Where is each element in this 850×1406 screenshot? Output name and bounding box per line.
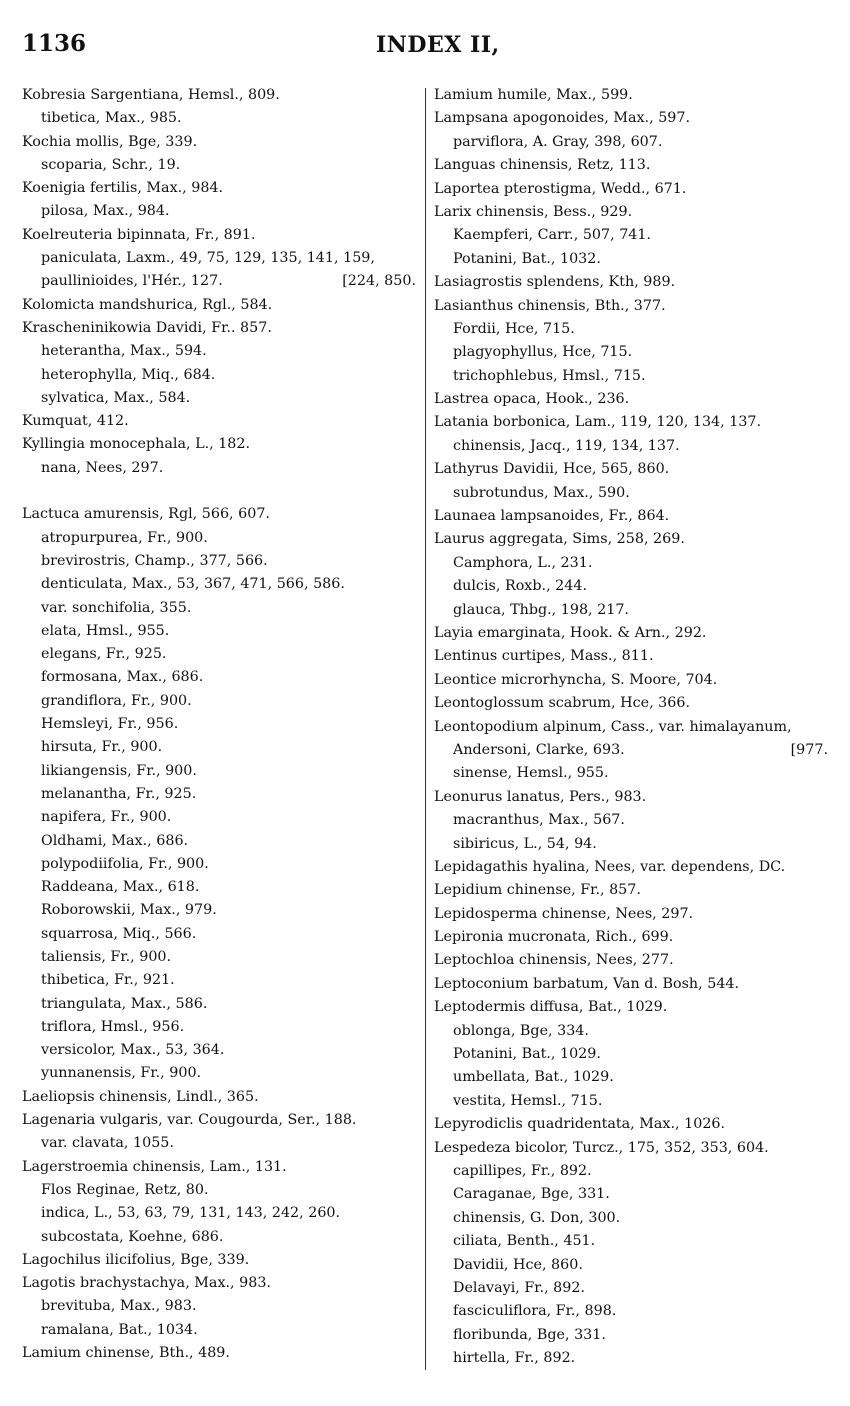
entry-text: Lactuca amurensis, Rgl, 566, 607. bbox=[22, 506, 270, 523]
entry-text: subrotundus, Max., 590. bbox=[453, 484, 630, 501]
entry-text: Kolomicta mandshurica, Rgl., 584. bbox=[22, 296, 273, 313]
entry-text: taliensis, Fr., 900. bbox=[41, 948, 172, 965]
entry-text: Lagenaria vulgaris, var. Cougourda, Ser., 188. bbox=[22, 1112, 357, 1129]
index-subentry bbox=[22, 853, 422, 876]
index-entry bbox=[22, 84, 422, 107]
index-entry bbox=[434, 505, 834, 528]
entry-text: Lepidium chinense, Fr., 857. bbox=[434, 882, 641, 899]
index-subentry bbox=[434, 1160, 834, 1183]
index-entry bbox=[22, 294, 422, 317]
index-entry bbox=[22, 1086, 422, 1109]
entry-text: sibiricus, L., 54, 94. bbox=[453, 835, 597, 852]
entry-text: napifera, Fr., 900. bbox=[41, 809, 172, 826]
entry-text: Lasiagrostis splendens, Kth, 989. bbox=[434, 274, 676, 291]
entry-text: Kaempferi, Carr., 507, 741. bbox=[453, 227, 652, 244]
entry-text: floribunda, Bge, 331. bbox=[453, 1326, 606, 1343]
index-subentry bbox=[434, 762, 834, 785]
entry-text: Leptochloa chinensis, Nees, 277. bbox=[434, 952, 674, 969]
entry-text: Raddeana, Max., 618. bbox=[41, 879, 200, 896]
index-subentry bbox=[434, 365, 834, 388]
index-entry bbox=[22, 503, 422, 526]
entry-text: vestita, Hemsl., 715. bbox=[453, 1092, 603, 1109]
entry-text: sylvatica, Max., 584. bbox=[41, 389, 191, 406]
entry-text: elata, Hmsl., 955. bbox=[41, 622, 170, 639]
index-entry bbox=[434, 107, 834, 130]
index-subentry bbox=[22, 690, 422, 713]
entry-text: Oldhami, Max., 686. bbox=[41, 832, 189, 849]
index-subentry bbox=[434, 809, 834, 832]
entry-text: Flos Reginae, Retz, 80. bbox=[41, 1181, 209, 1198]
index-subentry bbox=[434, 1043, 834, 1066]
entry-continuation: [224, 850. bbox=[342, 273, 416, 290]
entry-text: elegans, Fr., 925. bbox=[41, 646, 167, 663]
index-subentry bbox=[22, 154, 422, 177]
entry-text: scoparia, Schr., 19. bbox=[41, 156, 181, 173]
entry-text: Leontopodium alpinum, Cass., var. himalayanum, bbox=[434, 718, 792, 735]
entry-text: Lampsana apogonoides, Max., 597. bbox=[434, 110, 691, 127]
index-entry bbox=[434, 295, 834, 318]
entry-text: paullinioides, l'Hér., 127. bbox=[41, 273, 223, 290]
index-entry bbox=[22, 1249, 422, 1272]
entry-text: Kumquat, 412. bbox=[22, 413, 129, 430]
index-entry bbox=[434, 1113, 834, 1136]
index-subentry bbox=[22, 387, 422, 410]
index-entry bbox=[434, 879, 834, 902]
entry-text: indica, L., 53, 63, 79, 131, 143, 242, 260. bbox=[41, 1205, 341, 1222]
index-subentry bbox=[434, 1300, 834, 1323]
entry-text: Laurus aggregata, Sims, 258, 269. bbox=[434, 531, 685, 548]
entry-text: hirsuta, Fr., 900. bbox=[41, 739, 163, 756]
entry-text: Larix chinensis, Bess., 929. bbox=[434, 203, 633, 220]
index-subentry bbox=[22, 247, 422, 270]
entry-text: Latania borbonica, Lam., 119, 120, 134, 137. bbox=[434, 414, 762, 431]
entry-text: Hemsleyi, Fr., 956. bbox=[41, 716, 179, 733]
index-entry bbox=[434, 1137, 834, 1160]
index-subentry bbox=[22, 1319, 422, 1342]
index-entry bbox=[434, 645, 834, 668]
entry-text: umbellata, Bat., 1029. bbox=[453, 1069, 614, 1086]
index-subentry bbox=[434, 224, 834, 247]
entry-text: heterantha, Max., 594. bbox=[41, 343, 207, 360]
column-divider bbox=[425, 88, 426, 1370]
index-entry bbox=[434, 669, 834, 692]
entry-text: nana, Nees, 297. bbox=[41, 459, 164, 476]
index-entry bbox=[434, 692, 834, 715]
index-subentry bbox=[22, 946, 422, 969]
index-entry bbox=[22, 1109, 422, 1132]
index-subentry bbox=[434, 248, 834, 271]
index-subentry bbox=[22, 1226, 422, 1249]
entry-text: thibetica, Fr., 921. bbox=[41, 972, 175, 989]
index-entry bbox=[434, 388, 834, 411]
entry-text: parviflora, A. Gray, 398, 607. bbox=[453, 133, 663, 150]
index-entry bbox=[434, 973, 834, 996]
entry-text: fasciculiflora, Fr., 898. bbox=[453, 1303, 617, 1320]
entry-text: Lastrea opaca, Hook., 236. bbox=[434, 391, 630, 408]
entry-text: polypodiifolia, Fr., 900. bbox=[41, 855, 209, 872]
entry-text: Roborowskii, Max., 979. bbox=[41, 902, 217, 919]
index-entry bbox=[22, 224, 422, 247]
index-subentry bbox=[434, 1347, 834, 1370]
entry-text: Lagerstroemia chinensis, Lam., 131. bbox=[22, 1158, 287, 1175]
index-subentry bbox=[22, 200, 422, 223]
index-entry bbox=[22, 1272, 422, 1295]
entry-text: Lepidagathis hyalina, Nees, var. dependens, DC. bbox=[434, 858, 786, 875]
entry-text: sinense, Hemsl., 955. bbox=[453, 765, 609, 782]
index-subentry bbox=[22, 620, 422, 643]
entry-text: Davidii, Hce, 860. bbox=[453, 1256, 583, 1273]
index-entry bbox=[434, 622, 834, 645]
index-subentry bbox=[22, 550, 422, 573]
index-subentry bbox=[434, 739, 834, 762]
entry-text: Koelreuteria bipinnata, Fr., 891. bbox=[22, 226, 256, 243]
entry-text: grandiflora, Fr., 900. bbox=[41, 692, 192, 709]
entry-text: plagyophyllus, Hce, 715. bbox=[453, 344, 633, 361]
entry-text: var. sonchifolia, 355. bbox=[41, 599, 192, 616]
entry-text: pilosa, Max., 984. bbox=[41, 203, 170, 220]
entry-text: var. clavata, 1055. bbox=[41, 1135, 174, 1152]
index-subentry bbox=[22, 899, 422, 922]
index-subentry bbox=[434, 1277, 834, 1300]
entry-text: atropurpurea, Fr., 900. bbox=[41, 529, 208, 546]
index-subentry bbox=[22, 1132, 422, 1155]
index-entry bbox=[434, 411, 834, 434]
entry-text: Lentinus curtipes, Mass., 811. bbox=[434, 648, 654, 665]
entry-text: squarrosa, Miq., 566. bbox=[41, 925, 197, 942]
index-entry bbox=[434, 271, 834, 294]
index-subentry bbox=[22, 876, 422, 899]
index-subentry bbox=[22, 573, 422, 596]
index-subentry bbox=[434, 318, 834, 341]
entry-text: Laeliopsis chinensis, Lindl., 365. bbox=[22, 1088, 259, 1105]
entry-text: chinensis, Jacq., 119, 134, 137. bbox=[453, 437, 680, 454]
index-subentry bbox=[22, 270, 422, 293]
index-subentry bbox=[434, 1230, 834, 1253]
entry-text: brevirostris, Champ., 377, 566. bbox=[41, 552, 268, 569]
index-entry bbox=[434, 996, 834, 1019]
index-entry bbox=[22, 1342, 422, 1365]
index-entry bbox=[434, 716, 834, 739]
entry-continuation: [977. bbox=[790, 741, 828, 758]
index-subentry bbox=[22, 969, 422, 992]
page-number: 1136 bbox=[22, 30, 87, 57]
entry-text: glauca, Thbg., 198, 217. bbox=[453, 601, 629, 618]
index-subentry bbox=[434, 552, 834, 575]
entry-text: Andersoni, Clarke, 693. bbox=[453, 741, 625, 758]
entry-text: Leontoglossum scabrum, Hce, 366. bbox=[434, 695, 691, 712]
index-subentry bbox=[22, 1062, 422, 1085]
entry-text: macranthus, Max., 567. bbox=[453, 812, 625, 829]
entry-text: yunnanensis, Fr., 900. bbox=[41, 1065, 202, 1082]
index-entry bbox=[434, 949, 834, 972]
index-subentry bbox=[22, 340, 422, 363]
index-subentry bbox=[22, 666, 422, 689]
index-subentry bbox=[434, 435, 834, 458]
entry-text: ramalana, Bat., 1034. bbox=[41, 1321, 198, 1338]
index-entry bbox=[434, 903, 834, 926]
entry-text: chinensis, G. Don, 300. bbox=[453, 1209, 621, 1226]
index-entry bbox=[434, 154, 834, 177]
entry-text: Lamium humile, Max., 599. bbox=[434, 87, 633, 103]
index-entry bbox=[434, 926, 834, 949]
entry-text: triflora, Hmsl., 956. bbox=[41, 1018, 185, 1035]
entry-text: hirtella, Fr., 892. bbox=[453, 1350, 576, 1367]
entry-text: tibetica, Max., 985. bbox=[41, 110, 182, 127]
index-subentry bbox=[434, 1090, 834, 1113]
index-subentry bbox=[434, 341, 834, 364]
entry-text: Leontice microrhyncha, S. Moore, 704. bbox=[434, 671, 718, 688]
entry-text: dulcis, Roxb., 244. bbox=[453, 578, 587, 595]
entry-text: Launaea lampsanoides, Fr., 864. bbox=[434, 508, 670, 525]
entry-text: Lamium chinense, Bth., 489. bbox=[22, 1345, 230, 1362]
index-entry bbox=[434, 528, 834, 551]
index-subentry bbox=[434, 482, 834, 505]
index-subentry bbox=[22, 923, 422, 946]
entry-text: triangulata, Max., 586. bbox=[41, 995, 208, 1012]
entry-text: oblonga, Bge, 334. bbox=[453, 1022, 589, 1039]
index-subentry bbox=[22, 760, 422, 783]
index-subentry bbox=[434, 1207, 834, 1230]
index-entry bbox=[434, 178, 834, 201]
entry-text: Potanini, Bat., 1032. bbox=[453, 250, 601, 267]
index-entry bbox=[434, 201, 834, 224]
entry-text: Potanini, Bat., 1029. bbox=[453, 1046, 601, 1063]
index-subentry bbox=[22, 1202, 422, 1225]
index-subentry bbox=[22, 457, 422, 480]
entry-text: Laportea pterostigma, Wedd., 671. bbox=[434, 180, 687, 197]
index-subentry bbox=[22, 1179, 422, 1202]
entry-text: Lepyrodiclis quadridentata, Max., 1026. bbox=[434, 1116, 726, 1133]
entry-text: Layia emarginata, Hook. & Arn., 292. bbox=[434, 624, 707, 641]
entry-text: Lagochilus ilicifolius, Bge, 339. bbox=[22, 1251, 250, 1268]
entry-text: heterophylla, Miq., 684. bbox=[41, 366, 216, 383]
index-subentry bbox=[434, 1183, 834, 1206]
index-entry bbox=[22, 131, 422, 154]
index-subentry bbox=[434, 833, 834, 856]
index-subentry bbox=[434, 1066, 834, 1089]
entry-text: Caraganae, Bge, 331. bbox=[453, 1186, 610, 1203]
index-subentry bbox=[434, 599, 834, 622]
entry-text: likiangensis, Fr., 900. bbox=[41, 762, 197, 779]
entry-text: paniculata, Laxm., 49, 75, 129, 135, 141, 159, bbox=[41, 250, 375, 267]
section-gap bbox=[22, 480, 422, 503]
entry-text: ciliata, Benth., 451. bbox=[453, 1233, 596, 1250]
index-subentry bbox=[22, 993, 422, 1016]
entry-text: Krascheninikowia Davidi, Fr.. 857. bbox=[22, 319, 272, 336]
index-entry bbox=[22, 410, 422, 433]
entry-text: denticulata, Max., 53, 367, 471, 566, 586. bbox=[41, 576, 345, 593]
entry-text: Leptoconium barbatum, Van d. Bosh, 544. bbox=[434, 975, 740, 992]
index-subentry bbox=[22, 1295, 422, 1318]
index-entry bbox=[22, 1156, 422, 1179]
entry-text: Leonurus lanatus, Pers., 983. bbox=[434, 788, 647, 805]
index-entry bbox=[434, 458, 834, 481]
entry-text: Kobresia Sargentiana, Hemsl., 809. bbox=[22, 87, 280, 103]
index-column-right bbox=[434, 84, 834, 1370]
entry-text: formosana, Max., 686. bbox=[41, 669, 204, 686]
entry-text: melanantha, Fr., 925. bbox=[41, 785, 197, 802]
entry-text: subcostata, Koehne, 686. bbox=[41, 1228, 224, 1245]
index-subentry bbox=[22, 643, 422, 666]
index-entry bbox=[434, 856, 834, 879]
entry-text: Kochia mollis, Bge, 339. bbox=[22, 133, 198, 150]
entry-text: Lasianthus chinensis, Bth., 377. bbox=[434, 297, 666, 314]
page-title: INDEX II, bbox=[376, 32, 500, 58]
entry-text: Leptodermis diffusa, Bat., 1029. bbox=[434, 999, 668, 1016]
index-entry bbox=[22, 317, 422, 340]
index-entry bbox=[434, 84, 834, 107]
entry-text: trichophlebus, Hmsl., 715. bbox=[453, 367, 646, 384]
entry-text: Fordii, Hce, 715. bbox=[453, 320, 575, 337]
index-subentry bbox=[434, 1324, 834, 1347]
entry-text: Lagotis brachystachya, Max., 983. bbox=[22, 1275, 271, 1292]
entry-text: Koenigia fertilis, Max., 984. bbox=[22, 180, 224, 197]
entry-text: Camphora, L., 231. bbox=[453, 554, 593, 571]
entry-text: Lespedeza bicolor, Turcz., 175, 352, 353, 604. bbox=[434, 1139, 769, 1156]
entry-text: Delavayi, Fr., 892. bbox=[453, 1279, 586, 1296]
index-entry bbox=[22, 177, 422, 200]
index-subentry bbox=[22, 364, 422, 387]
index-subentry bbox=[434, 1020, 834, 1043]
index-subentry bbox=[22, 1016, 422, 1039]
index-subentry bbox=[22, 830, 422, 853]
entry-text: versicolor, Max., 53, 364. bbox=[41, 1042, 225, 1059]
entry-text: brevituba, Max., 983. bbox=[41, 1298, 197, 1315]
index-subentry bbox=[22, 107, 422, 130]
index-entry bbox=[434, 786, 834, 809]
entry-text: Lathyrus Davidii, Hce, 565, 860. bbox=[434, 461, 670, 478]
index-subentry bbox=[22, 806, 422, 829]
index-subentry bbox=[434, 1254, 834, 1277]
index-subentry bbox=[22, 783, 422, 806]
entry-text: capillipes, Fr., 892. bbox=[453, 1162, 592, 1179]
index-subentry bbox=[22, 527, 422, 550]
entry-text: Kyllingia monocephala, L., 182. bbox=[22, 436, 251, 453]
index-subentry bbox=[22, 713, 422, 736]
entry-text: Lepironia mucronata, Rich., 699. bbox=[434, 929, 674, 946]
index-subentry bbox=[434, 131, 834, 154]
index-subentry bbox=[22, 597, 422, 620]
index-entry bbox=[22, 433, 422, 456]
entry-text: Languas chinensis, Retz, 113. bbox=[434, 157, 651, 174]
index-subentry bbox=[434, 575, 834, 598]
index-column-left bbox=[22, 84, 422, 1365]
entry-text: Lepidosperma chinense, Nees, 297. bbox=[434, 905, 694, 922]
index-subentry bbox=[22, 736, 422, 759]
index-subentry bbox=[22, 1039, 422, 1062]
